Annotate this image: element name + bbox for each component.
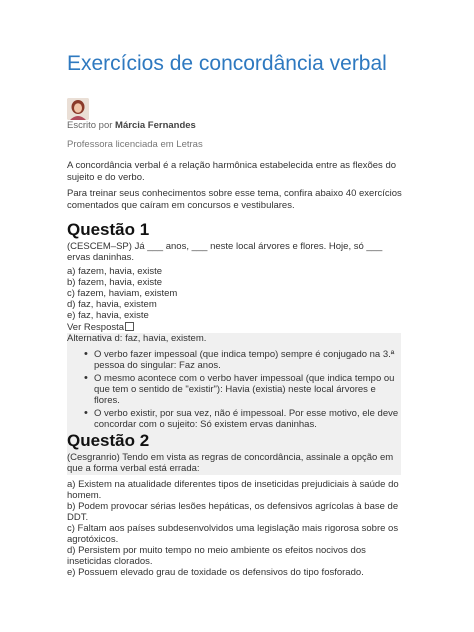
answer-explanations: [82, 349, 400, 432]
question-1-text: (CESCEM–SP) Já ___ anos, ___ neste local árvores e flores. Hoje, só ___ ervas daninhas.: [67, 241, 383, 263]
answer-text: Alternativa d: faz, havia, existem.: [67, 333, 207, 344]
option-e: e) faz, havia, existe: [67, 310, 149, 321]
option-b: b) Podem provocar sérias lesões hepáticas, os defensivos agrícolas à base de DDT.: [67, 501, 399, 523]
intro-paragraph-1: A concordância verbal é a relação harmônica estabelecida entre as flexões do sujeito e do verbo.: [67, 160, 397, 183]
option-a: a) fazem, havia, existe: [67, 266, 163, 277]
show-answer-toggle[interactable]: [67, 322, 134, 333]
question-1-heading: Questão 1: [67, 220, 150, 239]
byline-prefix: Escrito por: [67, 120, 113, 131]
page-title: Exercícios de concordância verbal: [67, 52, 387, 75]
option-e: e) Possuem elevado grau de toxidade os defensivos do tipo fosforado.: [67, 567, 364, 578]
author-avatar: [67, 98, 89, 120]
intro-paragraph-2: Para treinar seus conhecimentos sobre esse tema, confira abaixo 40 exercícios comentados que caíram em concursos e vestibulares.: [67, 188, 402, 211]
question-2-options: [67, 479, 407, 578]
question-2-text: (Cesgranrio) Tendo em vista as regras de concordância, assinale a opção em que a forma verbal está errada:: [67, 452, 394, 474]
list-item: • O verbo existir, por sua vez, não é impessoal. Por esse motivo, ele deve concordar com o sujeito: Só existem ervas daninhas.: [82, 408, 400, 430]
option-d: d) Persistem por muito tempo no meio ambiente os efeitos nocivos dos inseticidas clorados.: [67, 545, 366, 567]
question-2-heading: Questão 2: [67, 431, 150, 450]
byline: [67, 120, 196, 131]
option-a: a) Existem na atualidade diferentes tipos de inseticidas prejudiciais à saúde do homem.: [67, 479, 399, 501]
checkbox-icon: [125, 322, 134, 331]
option-b: b) fazem, havia, existe: [67, 277, 163, 288]
option-c: c) fazem, haviam, existem: [67, 288, 178, 299]
option-c: c) Faltam aos países subdesenvolvidos uma legislação mais rigorosa sobre os agrotóxicos.: [67, 523, 399, 545]
show-answer-label: Ver Resposta: [67, 322, 125, 333]
author-name[interactable]: Márcia Fernandes: [115, 120, 196, 131]
list-item: • O verbo fazer impessoal (que indica tempo) sempre é conjugado na 3.ª pessoa do singular: Faz anos.: [82, 349, 400, 371]
question-1-options: [67, 266, 177, 321]
author-role: Professora licenciada em Letras: [67, 139, 203, 150]
option-d: d) faz, havia, existem: [67, 299, 157, 310]
list-item: • O mesmo acontece com o verbo haver impessoal (que indica tempo ou que tem o sentido de "existir"): Havia (existia) neste local árvores e flores.: [82, 373, 400, 406]
